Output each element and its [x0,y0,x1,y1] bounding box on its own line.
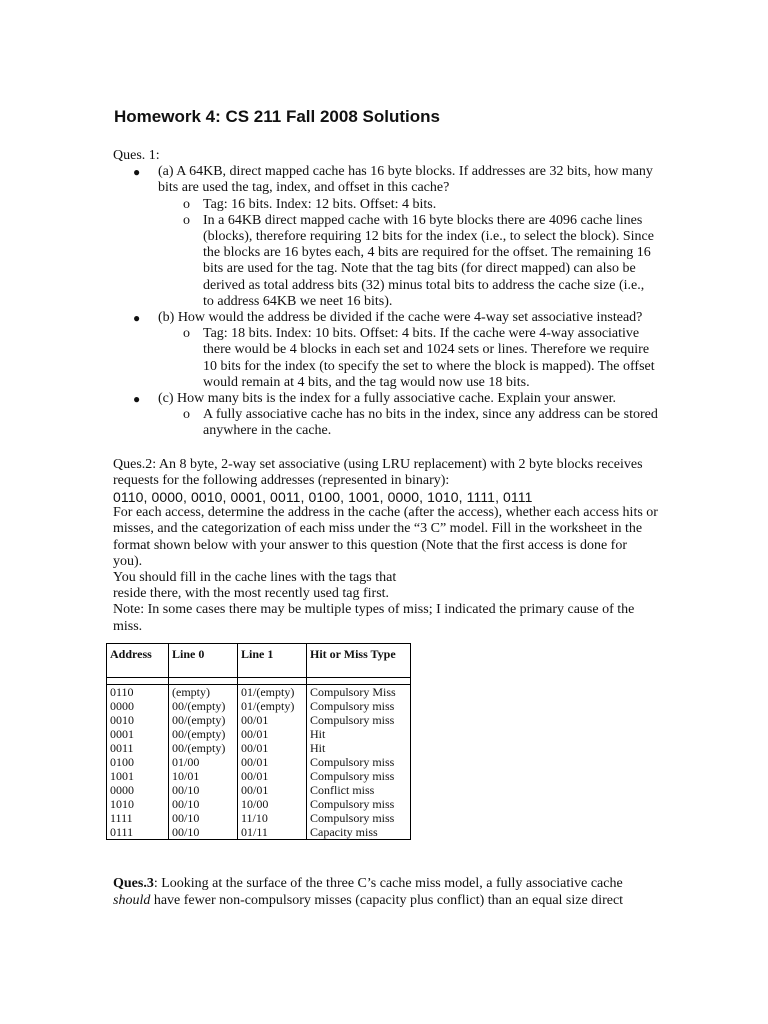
cell-line-0: 01/00 [169,755,238,769]
q2-instruction-line-1: You should fill in the cache lines with the tags that [113,570,397,586]
circle-bullet-icon: o [183,212,190,228]
q1-sub-item-text: Tag: 18 bits. Index: 10 bits. Offset: 4 bits. If the cache were 4-way associative there would be 4 blocks in each set and 1024 sets or lines. Therefore we require 10 bits for the index (to specify the set to where the block is mapped). The offset would remain at 4 bits, and the tag would now use 18 bits. [203,326,655,390]
cell-address: 0000 [107,783,169,797]
q3-text-1: : Looking at the surface of the three C’s cache miss model, a fully associative cache [153,876,623,891]
cell-line-1: 00/01 [238,713,307,727]
cell-address: 0011 [107,741,169,755]
cell-hit-or-miss: Conflict miss [307,783,411,797]
q1-sub-item-text: In a 64KB direct mapped cache with 16 byte blocks there are 4096 cache lines (blocks), therefore requiring 12 bits for the index (i.e., to select the block). Since the blocks are 16 bytes each, 4 bits are required for the offset. The remaining 16 bits are used for the tag. Note that the tag bits (for direct mapped) can also be derived as total address bits (32) minus total bits to address the cache size (i.e., to address 64KB we neet 16 bits). [203,212,654,309]
table-body [107,685,411,840]
cell-hit-or-miss: Compulsory miss [307,811,411,825]
q1-item [113,391,658,440]
bullet-icon: ● [133,165,141,180]
table-row [107,811,411,825]
cell-address: 0111 [107,825,169,840]
cell-line-1: 00/01 [238,741,307,755]
table-spacer-row [107,678,411,685]
cell-line-0: (empty) [169,685,238,700]
q3-text-2: have fewer non-compulsory misses (capacity plus conflict) than an equal size direct [150,892,624,908]
q3-label: Ques.3 [113,876,154,891]
cell-hit-or-miss: Compulsory miss [307,713,411,727]
cache-worksheet-table [106,643,411,840]
cell-line-0: 10/01 [169,769,238,783]
q2-paragraph: For each access, determine the address in the cache (after the access), whether each access hits or misses, and the categorization of each miss under the “3 C” model. Fill in the worksheet in the format shown below with your answer to this question (Note that the first access is done for you). [113,505,658,569]
cell-line-0: 00/(empty) [169,741,238,755]
header-address: Address [107,644,169,678]
table-row [107,825,411,840]
cell-hit-or-miss: Compulsory miss [307,755,411,769]
table-row [107,755,411,769]
cell-address: 1001 [107,769,169,783]
cell-line-1: 01/(empty) [238,685,307,700]
page-title: Homework 4: CS 211 Fall 2008 Solutions [114,107,440,126]
cell-line-1: 01/(empty) [238,699,307,713]
cell-line-1: 10/00 [238,797,307,811]
cell-address: 0010 [107,713,169,727]
table-row [107,727,411,741]
cell-address: 0110 [107,685,169,700]
table-row [107,741,411,755]
q1-item-text: (b) How would the address be divided if the cache were 4-way set associative instead? [158,310,643,326]
bullet-icon: ● [133,392,141,407]
cell-address: 0000 [107,699,169,713]
q1-sub-list [158,197,658,310]
q1-sub-list [158,407,658,439]
header-line-1: Line 1 [238,644,307,678]
cell-hit-or-miss: Compulsory miss [307,797,411,811]
cell-line-1: 01/11 [238,825,307,840]
cell-line-0: 00/10 [169,783,238,797]
table-row [107,699,411,713]
q1-sub-item [158,407,658,439]
q2-address-sequence: 0110, 0000, 0010, 0001, 0011, 0100, 1001, 0000, 1010, 1111, 0111 [113,489,533,506]
cell-line-1: 00/01 [238,755,307,769]
q2-intro: Ques.2: An 8 byte, 2-way set associative (using LRU replacement) with 2 byte blocks receives requests for the following addresses (represented in binary): [113,456,643,488]
table-row [107,797,411,811]
cell-hit-or-miss: Compulsory Miss [307,685,411,700]
cell-line-0: 00/10 [169,811,238,825]
q2-instruction-line-2: reside there, with the most recently used tag first. [113,586,390,602]
cell-hit-or-miss: Compulsory miss [307,699,411,713]
cell-line-0: 00/10 [169,797,238,811]
cell-line-1: 00/01 [238,769,307,783]
q1-label: Ques. 1: [113,148,160,163]
circle-bullet-icon: o [183,196,190,212]
cell-line-1: 00/01 [238,727,307,741]
cell-address: 1111 [107,811,169,825]
q3-emphasis: should [113,892,151,908]
q1-sub-item-text: Tag: 16 bits. Index: 12 bits. Offset: 4 bits. [203,196,437,212]
cell-line-0: 00/(empty) [169,727,238,741]
q1-sub-item [158,326,658,391]
cell-address: 1010 [107,797,169,811]
cell-hit-or-miss: Capacity miss [307,825,411,840]
q1-item [113,164,658,310]
cell-line-0: 00/(empty) [169,713,238,727]
q1-item-text: (a) A 64KB, direct mapped cache has 16 byte blocks. If addresses are 32 bits, how many bits are used the tag, index, and offset in this cache? [158,164,653,196]
q2-note: Note: In some cases there may be multiple types of miss; I indicated the primary cause of the miss. [113,602,635,634]
cell-hit-or-miss: Compulsory miss [307,769,411,783]
table-row [107,713,411,727]
table-row [107,783,411,797]
q1-sub-list [158,326,658,391]
cell-hit-or-miss: Hit [307,741,411,755]
header-line-0: Line 0 [169,644,238,678]
document-body [113,148,658,635]
cell-line-0: 00/(empty) [169,699,238,713]
cell-line-1: 11/10 [238,811,307,825]
cell-line-0: 00/10 [169,825,238,840]
table-header-row [107,644,411,678]
cell-address: 0001 [107,727,169,741]
cell-hit-or-miss: Hit [307,727,411,741]
header-hit-or-miss: Hit or Miss Type [307,644,411,678]
q1-list [113,164,658,439]
table-row [107,685,411,700]
q1-sub-item-text: A fully associative cache has no bits in the index, since any address can be stored anywhere in the cache. [203,407,658,439]
q1-item-text: (c) How many bits is the index for a fully associative cache. Explain your answer. [158,391,616,407]
cell-line-1: 00/01 [238,783,307,797]
cell-address: 0100 [107,755,169,769]
q3-section [113,876,658,909]
q1-sub-item [158,213,658,310]
q1-item [113,310,658,391]
q1-sub-item [158,197,658,213]
circle-bullet-icon: o [183,326,190,342]
bullet-icon: ● [133,311,141,326]
table-row [107,769,411,783]
circle-bullet-icon: o [183,407,190,423]
